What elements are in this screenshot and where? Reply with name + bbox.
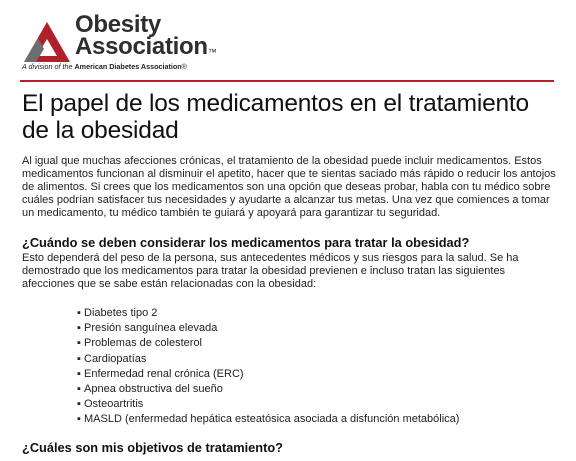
list-item-text: Osteoartritis	[84, 398, 144, 411]
conditions-list	[22, 306, 556, 428]
list-item-text: MASLD (enfermedad hepática esteatósica asociada a disfunción metabólica)	[84, 413, 460, 426]
bullet-icon: ▪	[77, 367, 81, 380]
logo-line-1: Obesity	[75, 11, 161, 38]
bullet-icon: ▪	[77, 307, 81, 319]
list-item-text: Cardiopatías	[84, 352, 147, 365]
bullet-icon: ▪	[77, 383, 81, 396]
list-item	[77, 306, 556, 321]
list-item-text: Diabetes tipo 2	[84, 307, 158, 319]
intro-paragraph: Al igual que muchas afecciones crónicas, el tratamiento de la obesidad puede incluir medicamentos. Estos medicamentos funcionan al disminuir el apetito, hacer que te sientas saciado más rápido o reducir los antojos de alimentos. Si crees que los medicamentos son una opción que deseas probar, habla con tu médico sobre cuáles podrían satisfacer tus necesidades y ayudarte a alcanzar tus metas. Una vez que comiences a tomar un medicamento, tu médico también te guiará y apoyará para garantizar tu seguridad.	[22, 155, 556, 219]
list-item-text: Presión sanguínea elevada	[84, 322, 218, 335]
document-body	[22, 90, 556, 455]
section-heading-when: ¿Cuándo se deben considerar los medicamentos para tratar la obesidad?	[22, 235, 470, 250]
logo-wordmark	[75, 11, 217, 60]
logo-division-mark: ®	[181, 62, 187, 71]
list-item-text: Enfermedad renal crónica (ERC)	[84, 367, 244, 380]
page-title: El papel de los medicamentos en el tratamiento de la obesidad	[22, 90, 529, 144]
list-item	[77, 412, 556, 427]
bullet-icon: ▪	[77, 322, 81, 335]
bullet-icon: ▪	[77, 352, 81, 365]
logo-line-2: Association	[75, 33, 208, 60]
header	[22, 10, 562, 72]
bullet-icon: ▪	[77, 337, 81, 350]
list-item	[77, 382, 556, 397]
logo-division-prefix: A division of the	[22, 62, 75, 71]
section-heading-goals: ¿Cuáles son mis objetivos de tratamiento?	[22, 439, 283, 455]
bullet-icon: ▪	[77, 398, 81, 411]
list-item	[77, 367, 556, 382]
logo-division-org: American Diabetes Association	[74, 62, 182, 71]
header-divider	[20, 80, 554, 82]
bullet-icon: ▪	[77, 413, 81, 426]
list-item	[77, 397, 556, 412]
section-body-when: Esto dependerá del peso de la persona, sus antecedentes médicos y sus riesgos para la salud. Se ha demostrado que los medicamentos para tratar la obesidad previenen e incluso tratan las siguientes afecciones que se sabe están relacionadas con la obesidad:	[22, 252, 519, 290]
list-item-text: Apnea obstructiva del sueño	[84, 383, 223, 396]
logo-division-line	[22, 62, 187, 71]
obesity-association-logo-icon	[24, 22, 70, 62]
logo-trademark: ™	[207, 47, 217, 57]
list-item	[77, 352, 556, 367]
list-item	[77, 321, 556, 336]
list-item	[77, 336, 556, 351]
list-item-text: Problemas de colesterol	[84, 337, 203, 350]
